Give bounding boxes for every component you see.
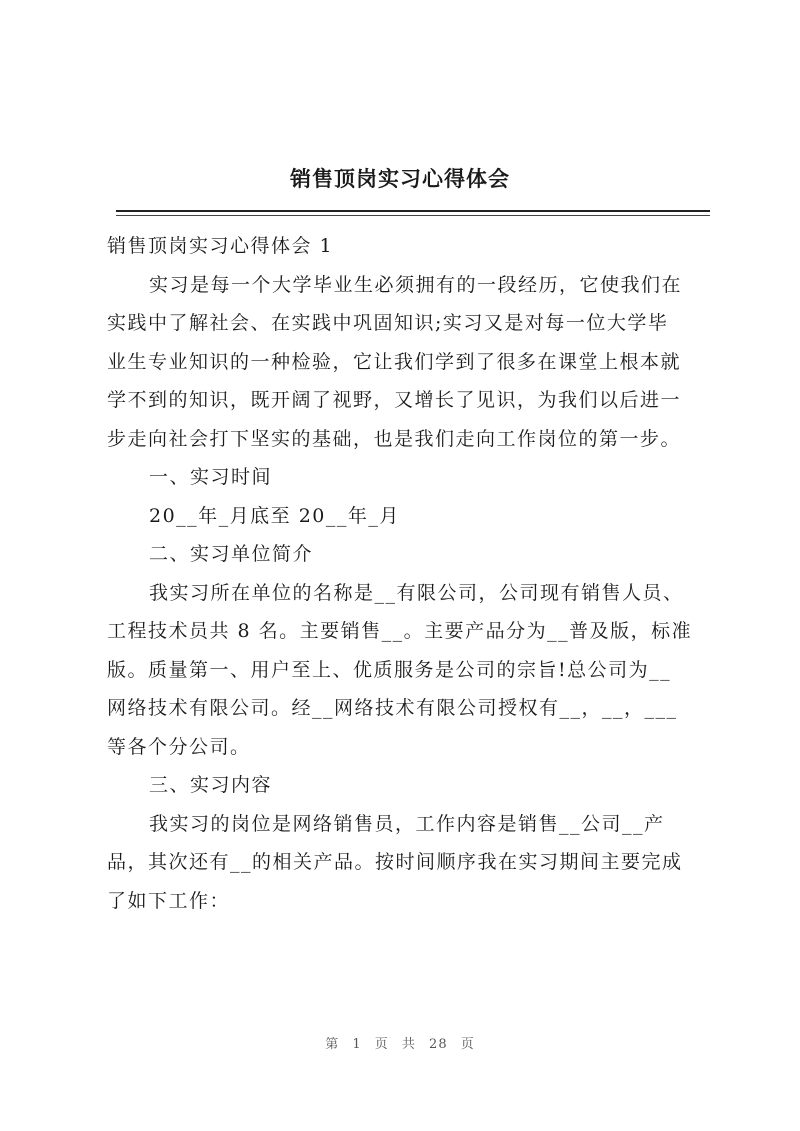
text-line: 步走向社会打下坚实的基础，也是我们走向工作岗位的第一步。	[107, 427, 682, 450]
document-body	[107, 227, 710, 920]
text-line: 我实习所在单位的名称是__有限公司，公司现有销售人员、	[149, 581, 684, 604]
title-underline	[116, 210, 710, 212]
page-footer: 第 1 页 共 28 页	[325, 1037, 475, 1052]
text-line: 三、实习内容	[149, 774, 273, 796]
text-line: 实习是每一个大学毕业生必须拥有的一段经历，它使我们在	[149, 273, 683, 296]
text-line: 业生专业知识的一种检验，它让我们学到了很多在课堂上根本就	[107, 350, 682, 373]
text-line: 品，其次还有__的相关产品。按时间顺序我在实习期间主要完成	[107, 851, 683, 873]
text-line: 等各个分公司。	[107, 735, 251, 758]
text-line: 一、实习时间	[149, 466, 273, 488]
text-line: 我实习的岗位是网络销售员，工作内容是销售__公司__产	[149, 812, 665, 835]
text-line: 销售顶岗实习心得体会 1	[107, 235, 334, 257]
text-line: 学不到的知识，既开阔了视野，又增长了见识，为我们以后进一	[107, 389, 682, 411]
text-line: 网络技术有限公司。经__网络技术有限公司授权有__，__，___	[107, 697, 678, 719]
title-underline-thin	[116, 215, 710, 216]
text-line: 二、实习单位简介	[149, 543, 314, 565]
text-line: 20__年_月底至 20__年_月	[149, 504, 400, 527]
text-line: 版。质量第一、用户至上、优质服务是公司的宗旨!总公司为__	[107, 658, 672, 681]
text-line: 实践中了解社会、在实践中巩固知识;实习又是对每一位大学毕	[107, 312, 669, 334]
text-line: 工程技术员共 8 名。主要销售__。主要产品分为__普及版，标准	[107, 620, 693, 642]
document-title: 销售顶岗实习心得体会	[290, 167, 510, 191]
text-line: 了如下工作：	[107, 889, 231, 912]
